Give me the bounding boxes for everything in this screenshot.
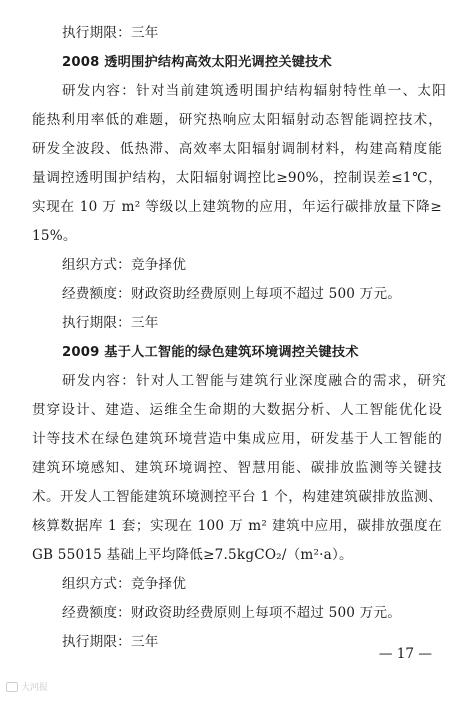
section-heading-2008: 2008 透明围护结构高效太阳光调控关键技术 bbox=[62, 55, 332, 70]
watermark-text: 大河报 bbox=[21, 683, 49, 693]
body-line: 量调控透明围护结构，太阳辐射调控比≥90%，控制误差≤1℃， bbox=[32, 170, 442, 186]
body-line: 实现在 10 万 m² 等级以上建筑物的应用，年运行碳排放量下降≥ bbox=[32, 199, 442, 215]
section-heading-2009: 2009 基于人工智能的绿色建筑环境调控关键技术 bbox=[62, 345, 359, 360]
body-line: 贯穿设计、建造、运维全生命期的大数据分析、人工智能优化设 bbox=[32, 402, 442, 418]
body-line: 建筑环境感知、建筑环境调控、智慧用能、碳排放监测等关键技 bbox=[32, 460, 442, 476]
organization-line: 组织方式：竞争择优 bbox=[62, 576, 187, 592]
term-line: 执行期限：三年 bbox=[62, 25, 159, 41]
funding-line: 经费额度：财政资助经费原则上每项不超过 500 万元。 bbox=[62, 605, 402, 621]
body-line: 核算数据库 1 套；实现在 100 万 m² 建筑中应用，碳排放强度在 bbox=[32, 518, 442, 534]
term-line: 执行期限：三年 bbox=[62, 315, 159, 331]
body-line: 研发内容：针对人工智能与建筑行业深度融合的需求，研究 bbox=[62, 373, 446, 389]
body-line: 研发内容：针对当前建筑透明围护结构辐射特性单一、太阳 bbox=[62, 83, 446, 99]
body-line: 术。开发人工智能建筑环境测控平台 1 个，构建建筑碳排放监测、 bbox=[32, 489, 442, 505]
body-line: GB 55015 基础上平均降低≥7.5kgCO₂/（m²·a）。 bbox=[32, 547, 353, 563]
body-line: 15%。 bbox=[32, 228, 77, 244]
page-number: — 17 — bbox=[378, 646, 432, 662]
funding-line: 经费额度：财政资助经费原则上每项不超过 500 万元。 bbox=[62, 286, 402, 302]
organization-line: 组织方式：竞争择优 bbox=[62, 257, 187, 273]
term-line: 执行期限：三年 bbox=[62, 634, 159, 650]
body-line: 能热利用率低的难题，研究热响应太阳辐射动态智能调控技术， bbox=[32, 112, 442, 128]
body-line: 计等技术在绿色建筑环境营造中集成应用，研发基于人工智能的 bbox=[32, 431, 442, 447]
body-line: 研发全波段、低热滞、高效率太阳辐射调制材料，构建高精度能 bbox=[32, 141, 442, 157]
watermark bbox=[6, 680, 48, 693]
camera-icon bbox=[6, 682, 18, 692]
